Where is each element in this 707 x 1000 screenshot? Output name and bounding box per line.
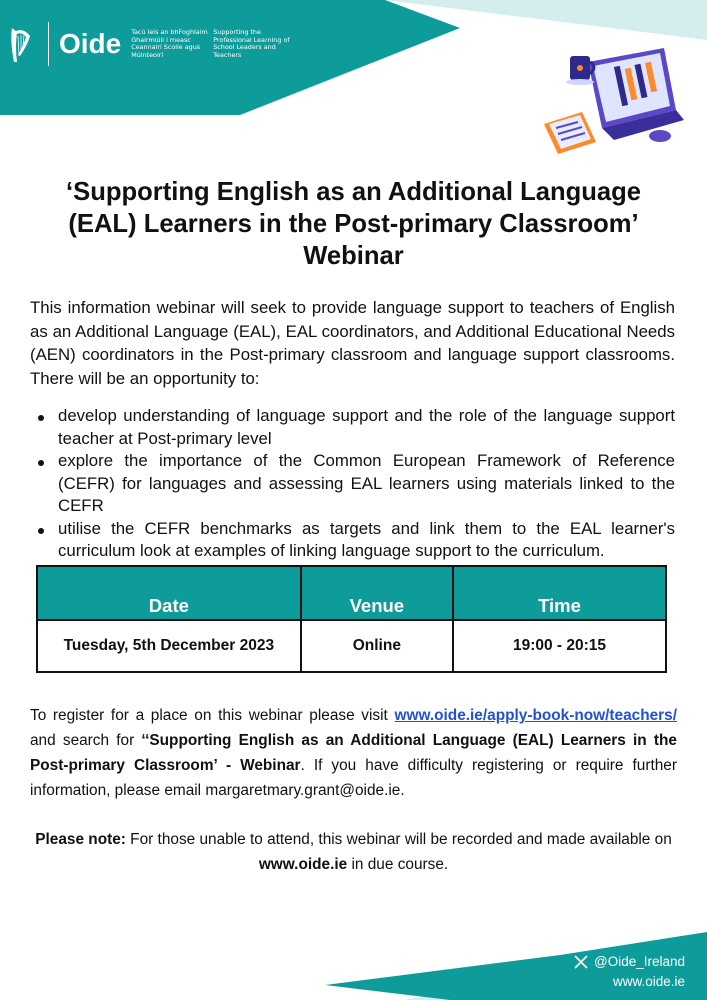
twitter-row[interactable] bbox=[574, 952, 685, 972]
note-text: For those unable to attend, this webinar will be recorded and made available on bbox=[125, 831, 672, 848]
table-header-row bbox=[37, 566, 666, 620]
note-text: in due course. bbox=[347, 856, 449, 873]
webinar-name: ‘‘Supporting English as an Additional Language (EAL) Learners in the Post-primary Classroom’ - Webinar bbox=[30, 732, 677, 774]
title-line: (EAL) Learners in the Post-primary Classroom’ bbox=[68, 210, 639, 238]
tagline-irish: Tacú leis an bhFoghlaim Ghairmiúil i measc Ceannairí Scoile agus Múinteoirí bbox=[131, 28, 208, 59]
page-title bbox=[30, 176, 677, 272]
logo-divider bbox=[48, 22, 49, 66]
harp-icon bbox=[8, 22, 34, 66]
note-label: Please note: bbox=[35, 831, 126, 848]
date-header: Date bbox=[37, 566, 301, 620]
register-text: and search for bbox=[30, 732, 142, 749]
logo-wordmark: Oide bbox=[59, 28, 122, 59]
intro-paragraph: This information webinar will seek to provide language support to teachers of English as an Additional Language (EAL), EAL coordinators, and Additional Educational Needs (AEN) coordinators in the Post-primary classroom and language support classrooms. There will be an opportunity to: bbox=[30, 298, 675, 388]
event-details-table bbox=[36, 565, 667, 673]
tagline-english: Supporting the Professional Learning of School Leaders and Teachers bbox=[213, 28, 290, 59]
website-link[interactable]: www.oide.ie bbox=[258, 856, 348, 873]
list-item: explore the importance of the Common European Framework of Reference (CEFR) for languages and assessing EAL learners using materials linked to the CEFR bbox=[30, 450, 675, 518]
please-note-paragraph bbox=[30, 827, 677, 877]
footer-website[interactable]: www.oide.ie bbox=[612, 974, 685, 989]
venue-cell: Online bbox=[301, 620, 453, 672]
oide-logo bbox=[8, 22, 293, 66]
list-item: develop understanding of language support and the role of the language support teacher at Post-primary level bbox=[30, 405, 675, 450]
registration-link[interactable]: www.oide.ie/apply-book-now/teachers/ bbox=[394, 707, 677, 724]
table-row bbox=[37, 620, 666, 672]
date-cell: Tuesday, 5th December 2023 bbox=[37, 620, 301, 672]
title-line: Webinar bbox=[303, 242, 404, 270]
title-line: ‘Supporting English as an Additional Language bbox=[66, 178, 641, 206]
time-cell: 19:00 - 20:15 bbox=[453, 620, 666, 672]
time-header: Time bbox=[453, 566, 666, 620]
x-logo-icon bbox=[574, 955, 588, 969]
laptop-study-illustration bbox=[536, 44, 686, 162]
list-item: utilise the CEFR benchmarks as targets and link them to the EAL learner's curriculum look at examples of linking language support to the curriculum. bbox=[30, 518, 675, 563]
register-text: . If you have difficulty registering or require further information, please email margaretmary.grant@oide.ie. bbox=[30, 757, 677, 799]
footer-contact bbox=[574, 952, 685, 992]
objectives-list bbox=[30, 405, 675, 563]
registration-paragraph bbox=[30, 703, 677, 803]
twitter-handle[interactable]: @Oide_Ireland bbox=[593, 954, 685, 969]
venue-header: Venue bbox=[301, 566, 453, 620]
register-text: To register for a place on this webinar please visit bbox=[30, 707, 395, 724]
